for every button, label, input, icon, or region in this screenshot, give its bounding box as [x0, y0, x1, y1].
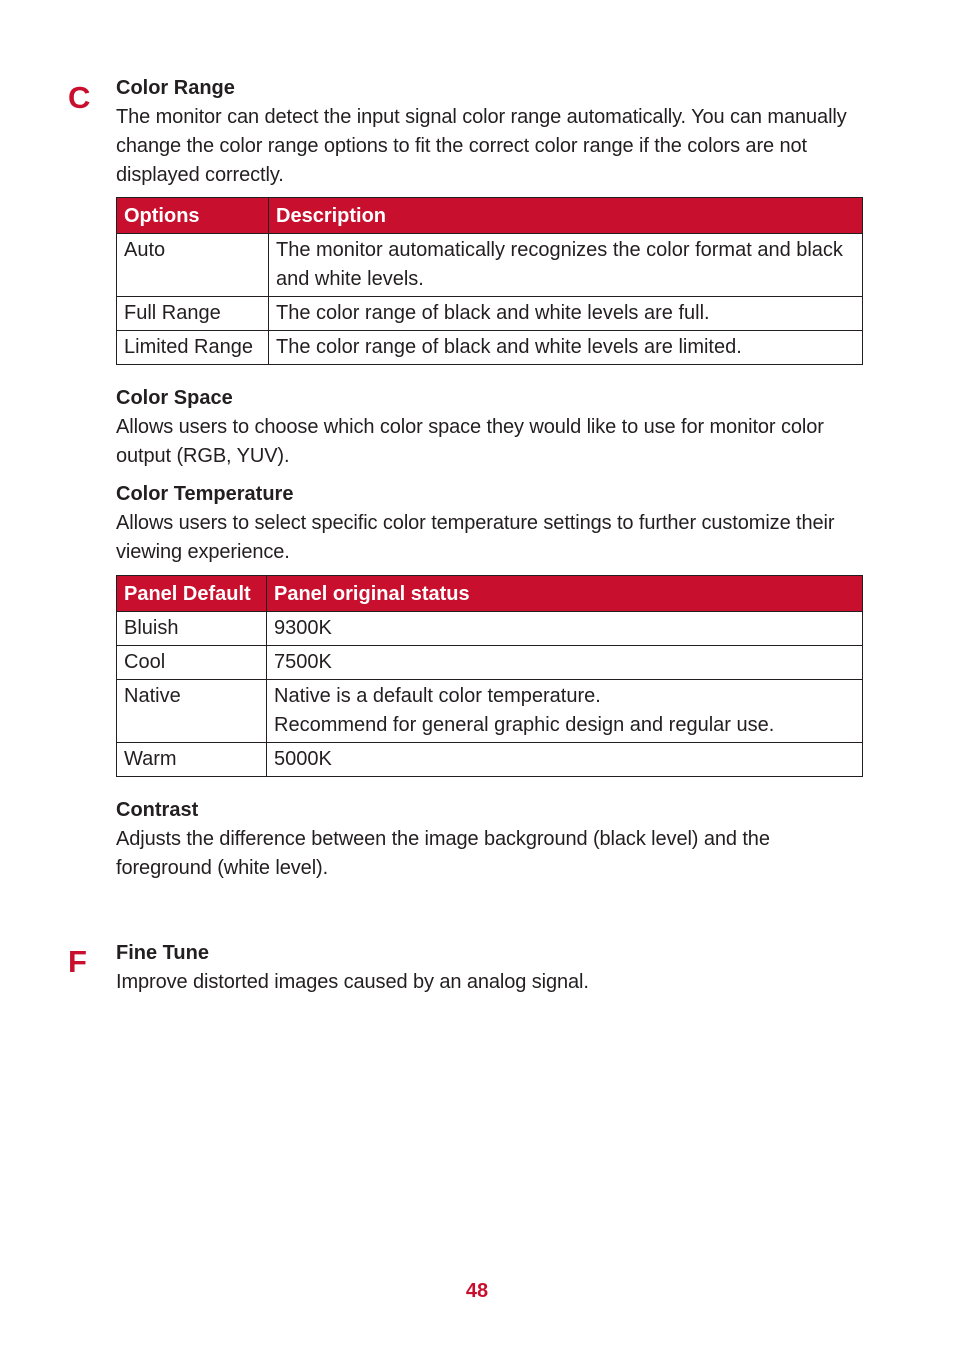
color-range-title: Color Range	[116, 77, 235, 99]
table-row	[117, 743, 863, 777]
color-range-section	[116, 74, 876, 190]
page-number: 48	[465, 1280, 489, 1302]
section-letter-f: F	[68, 944, 87, 979]
table-cell-option: Full Range	[117, 297, 269, 331]
table-cell-status: 9300K	[267, 612, 863, 646]
table-cell-status: Native is a default color temperature. Recommend for general graphic design and regular use.	[267, 680, 863, 743]
color-temperature-table	[116, 575, 863, 777]
table-header-cell: Options	[117, 198, 269, 234]
contrast-section	[116, 796, 876, 883]
table-cell-option: Auto	[117, 234, 269, 297]
table-cell-description: The color range of black and white levels are full.	[269, 297, 863, 331]
color-temperature-title: Color Temperature	[116, 483, 294, 505]
table-cell-status: 5000K	[267, 743, 863, 777]
contrast-body: Adjusts the difference between the image background (black level) and the foreground (white level).	[116, 828, 770, 879]
color-temperature-body: Allows users to select specific color temperature settings to further customize their viewing experience.	[116, 512, 835, 563]
table-cell-description: The color range of black and white levels are limited.	[269, 331, 863, 365]
table-row	[117, 680, 863, 743]
fine-tune-section	[116, 939, 876, 997]
color-range-body: The monitor can detect the input signal color range automatically. You can manually change the color range options to fit the correct color range if the colors are not displayed correctly.	[116, 106, 847, 186]
contrast-title: Contrast	[116, 799, 199, 821]
color-range-table	[116, 197, 863, 365]
table-row	[117, 331, 863, 365]
section-letter-c: C	[68, 80, 91, 115]
table-cell-description: The monitor automatically recognizes the color format and black and white levels.	[269, 234, 863, 297]
table-cell-option: Limited Range	[117, 331, 269, 365]
table-header-row	[117, 576, 863, 612]
table-row	[117, 612, 863, 646]
table-cell-status: 7500K	[267, 646, 863, 680]
table-header-row	[117, 198, 863, 234]
fine-tune-body: Improve distorted images caused by an analog signal.	[116, 971, 589, 993]
color-space-section	[116, 384, 876, 471]
table-header-cell: Panel original status	[267, 576, 863, 612]
table-header-cell: Description	[269, 198, 863, 234]
table-row	[117, 646, 863, 680]
fine-tune-title: Fine Tune	[116, 942, 209, 964]
color-temperature-section	[116, 480, 876, 567]
color-space-title: Color Space	[116, 387, 233, 409]
table-row	[117, 297, 863, 331]
table-row	[117, 234, 863, 297]
table-cell-preset: Bluish	[117, 612, 267, 646]
table-cell-preset: Cool	[117, 646, 267, 680]
table-header-cell: Panel Default	[117, 576, 267, 612]
table-cell-preset: Warm	[117, 743, 267, 777]
color-space-body: Allows users to choose which color space they would like to use for monitor color output (RGB, YUV).	[116, 416, 824, 467]
table-cell-preset: Native	[117, 680, 267, 743]
